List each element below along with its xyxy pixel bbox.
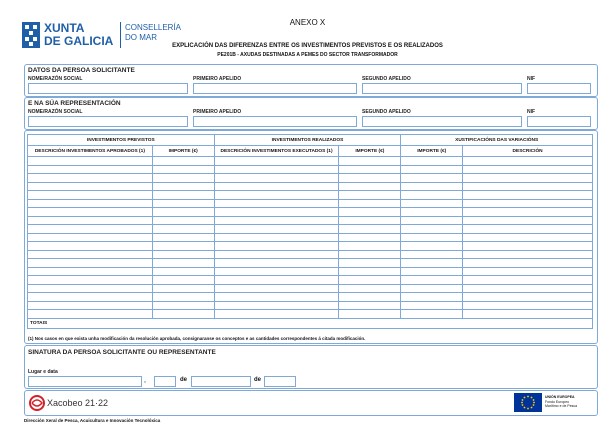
table-cell[interactable]: [401, 233, 463, 242]
table-cell[interactable]: [463, 284, 593, 293]
table-cell[interactable]: [401, 182, 463, 191]
table-cell[interactable]: [28, 259, 153, 268]
table-row: [28, 276, 593, 285]
table-cell[interactable]: [401, 199, 463, 208]
table-cell[interactable]: [152, 293, 214, 302]
col-just-amount: IMPORTE (€): [401, 146, 463, 157]
xacobeo-logo-icon: [29, 395, 45, 411]
table-cell[interactable]: [339, 276, 401, 285]
table-cell[interactable]: [214, 174, 339, 183]
table-cell[interactable]: [28, 165, 153, 174]
applicant-surname2-label: SEGUNDO APELIDO: [362, 76, 411, 82]
comma-sep: ,: [144, 377, 146, 384]
table-cell[interactable]: [152, 242, 214, 251]
table-cell[interactable]: [339, 182, 401, 191]
table-cell[interactable]: [339, 310, 401, 319]
logo-dept1: CONSELLERÍA: [125, 23, 182, 32]
table-cell[interactable]: [463, 165, 593, 174]
table-cell[interactable]: [152, 267, 214, 276]
table-cell[interactable]: [339, 284, 401, 293]
table-cell[interactable]: [28, 157, 153, 166]
signature-heading: SINATURA DA PERSOA SOLICITANTE OU REPRESENTANTE: [28, 349, 216, 356]
logo-line2: DE GALICIA: [44, 34, 114, 48]
footnote: (1) Nos casos en que exista unha modificación da resolución aprobada, consignaranse os conceptos e as cantidades correspondentes á citada modificación.: [28, 336, 366, 341]
table-cell[interactable]: [401, 191, 463, 200]
table-cell[interactable]: [401, 157, 463, 166]
representative-nif-field[interactable]: [527, 116, 591, 127]
representative-surname2-label: SEGUNDO APELIDO: [362, 109, 411, 115]
applicant-surname1-label: PRIMEIRO APELIDO: [193, 76, 242, 82]
place-field[interactable]: [28, 376, 142, 387]
logo-line1: XUNTA: [44, 21, 85, 35]
annex-label: ANEXO X: [289, 18, 326, 27]
table-cell[interactable]: [401, 174, 463, 183]
table-cell[interactable]: [28, 199, 153, 208]
de-sep-2: de: [254, 377, 262, 383]
table-row: [28, 259, 593, 268]
table-cell[interactable]: [214, 157, 339, 166]
table-cell[interactable]: [28, 208, 153, 217]
table-row: [28, 242, 593, 251]
table-cell[interactable]: [463, 216, 593, 225]
table-cell[interactable]: [28, 191, 153, 200]
col-just-desc: DESCRICIÓN: [463, 146, 593, 157]
table-cell[interactable]: [214, 310, 339, 319]
table-cell[interactable]: [214, 182, 339, 191]
totals-label: TOTAIS: [30, 320, 48, 326]
place-date-label: Lugar e data: [28, 369, 58, 375]
table-cell[interactable]: [463, 310, 593, 319]
table-cell[interactable]: [214, 199, 339, 208]
table-cell[interactable]: [339, 233, 401, 242]
table-row: [28, 216, 593, 225]
table-cell[interactable]: [28, 174, 153, 183]
representative-name-field[interactable]: [28, 116, 188, 127]
table-cell[interactable]: [28, 182, 153, 191]
table-cell[interactable]: [339, 199, 401, 208]
table-cell[interactable]: [152, 216, 214, 225]
table-cell[interactable]: [339, 174, 401, 183]
footer-logos: [24, 390, 598, 416]
table-cell[interactable]: [463, 208, 593, 217]
table-row: [28, 310, 593, 319]
table-row: [28, 182, 593, 191]
applicant-section: [24, 64, 598, 97]
table-cell[interactable]: [28, 250, 153, 259]
representative-surname1-field[interactable]: [193, 116, 357, 127]
xacobeo-text: Xacobeo 21·22: [47, 398, 109, 408]
col-realized-amount: IMPORTE (€): [339, 146, 401, 157]
table-row: [28, 174, 593, 183]
table-cell[interactable]: [152, 208, 214, 217]
table-cell[interactable]: [28, 233, 153, 242]
table-cell[interactable]: [339, 301, 401, 310]
table-row: [28, 250, 593, 259]
eu-line3: Marítimo e de Pesca: [545, 404, 578, 408]
table-cell[interactable]: [463, 199, 593, 208]
table-row: [28, 293, 593, 302]
table-cell[interactable]: [214, 242, 339, 251]
representative-nif-label: NIF: [527, 109, 536, 115]
table-cell[interactable]: [214, 165, 339, 174]
table-cell[interactable]: [401, 267, 463, 276]
table-cell[interactable]: [463, 259, 593, 268]
table-cell[interactable]: [463, 242, 593, 251]
table-row: [28, 199, 593, 208]
agency-footer: Dirección Xeral de Pesca, Acuicultura e Innovación Tecnolóxica: [24, 418, 161, 423]
table-cell[interactable]: [152, 165, 214, 174]
table-cell[interactable]: [463, 276, 593, 285]
table-cell[interactable]: [214, 259, 339, 268]
table-cell[interactable]: [463, 301, 593, 310]
applicant-surname2-field[interactable]: [362, 83, 522, 94]
table-cell[interactable]: [214, 216, 339, 225]
representative-section: [24, 97, 598, 130]
applicant-heading: DATOS DA PERSOA SOLICITANTE: [28, 67, 135, 74]
table-cell[interactable]: [339, 293, 401, 302]
table-cell[interactable]: [152, 250, 214, 259]
group-justification-header: XUSTIFICACIÓNS DAS VARIACIÓNS: [401, 135, 593, 146]
table-cell[interactable]: [401, 276, 463, 285]
table-cell[interactable]: [463, 182, 593, 191]
eu-flag-icon: [514, 393, 542, 412]
table-cell[interactable]: [28, 225, 153, 234]
investments-body: [28, 157, 593, 319]
table-cell[interactable]: [339, 225, 401, 234]
table-cell[interactable]: [152, 191, 214, 200]
investments-section: [24, 130, 598, 344]
table-cell[interactable]: [152, 259, 214, 268]
representative-surname1-label: PRIMEIRO APELIDO: [193, 109, 242, 115]
representative-heading: E NA SÚA REPRESENTACIÓN: [28, 100, 121, 107]
table-cell[interactable]: [28, 293, 153, 302]
totals-row: [28, 318, 593, 328]
day-field[interactable]: [154, 376, 176, 387]
table-cell[interactable]: [28, 216, 153, 225]
table-row: [28, 165, 593, 174]
col-planned-amount: IMPORTE (€): [152, 146, 214, 157]
table-cell[interactable]: [152, 182, 214, 191]
col-planned-desc: DESCRICIÓN INVESTIMENTOS APROBADOS (1): [28, 146, 153, 157]
table-cell[interactable]: [463, 225, 593, 234]
eu-line2: Fondo Europeo: [545, 400, 570, 404]
table-cell[interactable]: [214, 191, 339, 200]
month-field[interactable]: [191, 376, 251, 387]
table-cell[interactable]: [401, 293, 463, 302]
table-cell[interactable]: [401, 284, 463, 293]
year-field[interactable]: [264, 376, 296, 387]
table-cell[interactable]: [401, 259, 463, 268]
table-cell[interactable]: [339, 157, 401, 166]
signature-section: [24, 345, 598, 389]
table-cell[interactable]: [152, 233, 214, 242]
table-row: [28, 267, 593, 276]
table-cell[interactable]: [339, 250, 401, 259]
table-row: [28, 301, 593, 310]
table-cell[interactable]: [28, 242, 153, 251]
table-cell[interactable]: [28, 276, 153, 285]
applicant-nif-field[interactable]: [527, 83, 591, 94]
table-cell[interactable]: [152, 174, 214, 183]
table-cell[interactable]: [339, 267, 401, 276]
page-subtitle: PE201B - AXUDAS DESTINADAS A PEMES DO SECTOR TRANSFORMADOR: [217, 52, 398, 58]
table-cell[interactable]: [214, 284, 339, 293]
table-row: [28, 225, 593, 234]
table-cell[interactable]: [463, 293, 593, 302]
page-title: EXPLICACIÓN DAS DIFERENZAS ENTRE OS INVESTIMENTOS PREVISTOS E OS REALIZADOS: [172, 43, 443, 49]
representative-name-label: NOME/RAZÓN SOCIAL: [28, 109, 83, 115]
representative-surname2-field[interactable]: [362, 116, 522, 127]
table-cell[interactable]: [28, 284, 153, 293]
table-cell[interactable]: [463, 157, 593, 166]
table-cell[interactable]: [463, 174, 593, 183]
table-cell[interactable]: [401, 216, 463, 225]
table-row: [28, 284, 593, 293]
table-cell[interactable]: [401, 208, 463, 217]
table-cell[interactable]: [214, 267, 339, 276]
group-realized-header: INVESTIMENTOS REALIZADOS: [214, 135, 401, 146]
table-cell[interactable]: [339, 216, 401, 225]
table-cell[interactable]: [152, 284, 214, 293]
col-realized-desc: DESCRICIÓN INVESTIMENTOS EXECUTADOS (1): [214, 146, 339, 157]
table-cell[interactable]: [339, 242, 401, 251]
applicant-name-label: NOME/RAZÓN SOCIAL: [28, 76, 83, 82]
table-cell[interactable]: [214, 276, 339, 285]
table-cell[interactable]: [401, 165, 463, 174]
table-cell[interactable]: [214, 208, 339, 217]
table-cell[interactable]: [463, 191, 593, 200]
table-cell[interactable]: [28, 310, 153, 319]
table-cell[interactable]: [152, 225, 214, 234]
table-cell[interactable]: [214, 250, 339, 259]
logo-dept2: DO MAR: [125, 33, 157, 42]
table-row: [28, 208, 593, 217]
applicant-surname1-field[interactable]: [193, 83, 357, 94]
table-cell[interactable]: [401, 242, 463, 251]
table-cell[interactable]: [339, 165, 401, 174]
table-row: [28, 191, 593, 200]
applicant-name-field[interactable]: [28, 83, 188, 94]
table-row: [28, 233, 593, 242]
table-cell[interactable]: [463, 250, 593, 259]
eu-line1: UNIÓN EUROPEA: [545, 395, 575, 399]
table-cell[interactable]: [28, 267, 153, 276]
group-planned-header: INVESTIMENTOS PREVISTOS: [28, 135, 215, 146]
table-cell[interactable]: [214, 293, 339, 302]
table-cell[interactable]: [152, 157, 214, 166]
table-row: [28, 157, 593, 166]
table-cell[interactable]: [28, 301, 153, 310]
table-cell[interactable]: [401, 250, 463, 259]
table-cell[interactable]: [152, 301, 214, 310]
table-cell[interactable]: [463, 233, 593, 242]
table-cell[interactable]: [401, 310, 463, 319]
table-cell[interactable]: [339, 259, 401, 268]
table-cell[interactable]: [214, 233, 339, 242]
table-cell[interactable]: [152, 276, 214, 285]
de-sep-1: de: [180, 377, 188, 383]
table-cell[interactable]: [152, 199, 214, 208]
table-cell[interactable]: [339, 208, 401, 217]
table-cell[interactable]: [152, 310, 214, 319]
applicant-nif-label: NIF: [527, 76, 536, 82]
table-cell[interactable]: [463, 267, 593, 276]
investments-table: [27, 134, 593, 329]
table-cell[interactable]: [339, 191, 401, 200]
table-cell[interactable]: [214, 225, 339, 234]
table-cell[interactable]: [401, 301, 463, 310]
table-cell[interactable]: [401, 225, 463, 234]
table-cell[interactable]: [214, 301, 339, 310]
